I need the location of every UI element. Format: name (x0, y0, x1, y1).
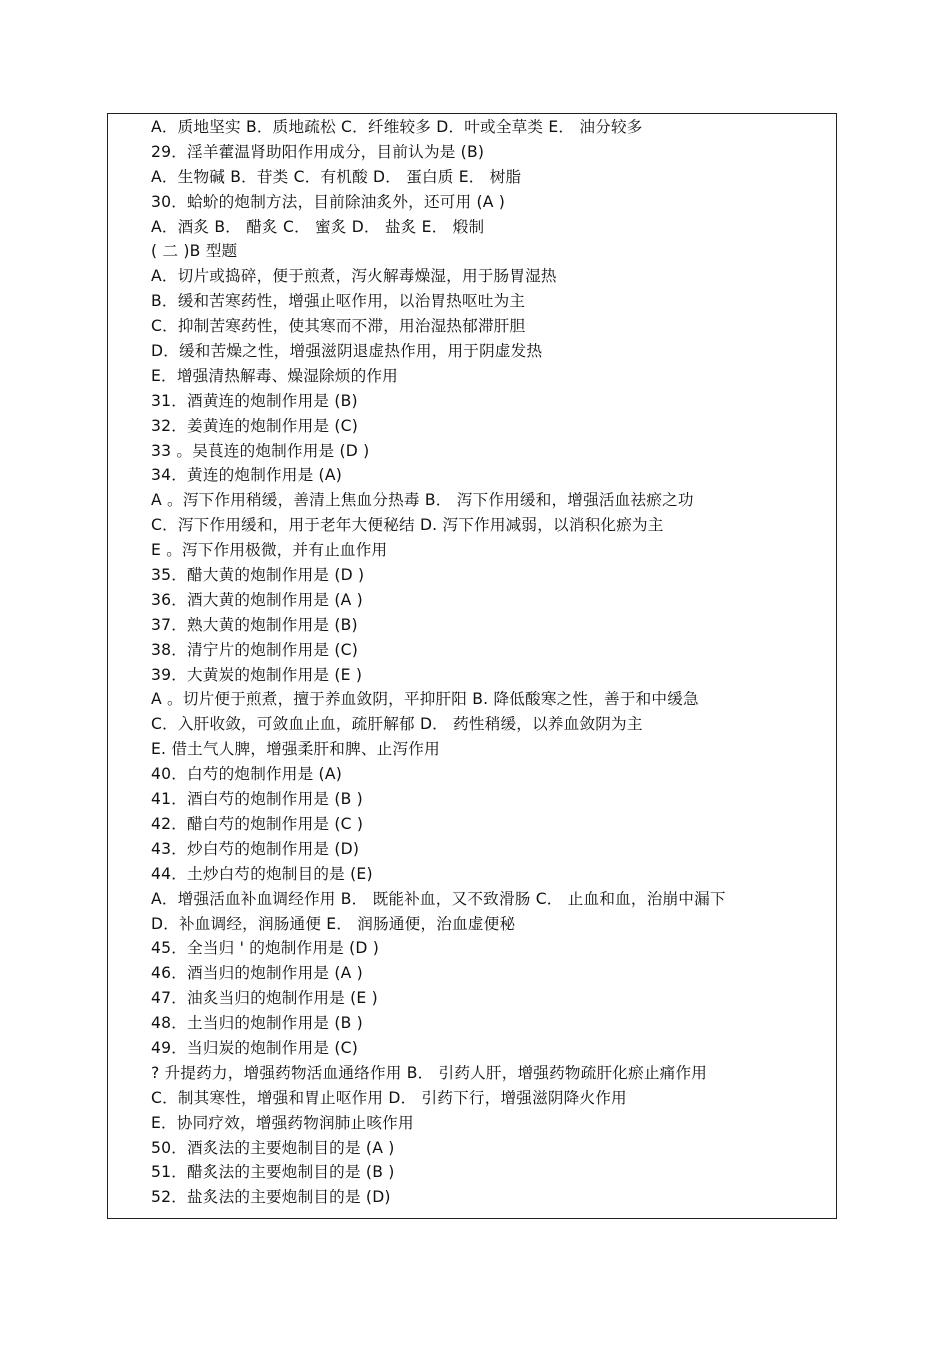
text-line: D．补血调经，润肠通便 E． 润肠通便，治血虚便秘 (151, 914, 516, 933)
text-line: A．质地坚实 B．质地疏松 C．纤维较多 D．叶或全草类 E． 油分较多 (151, 118, 643, 136)
text-line: A．生物碱 B．苷类 C．有机酸 D． 蛋白质 E． 树脂 (151, 167, 522, 186)
text-line: 31．酒黄连的炮制作用是 (B) (151, 391, 358, 410)
text-line: 30．蛤蚧的炮制方法，目前除油炙外，还可用 (A ) (151, 192, 506, 211)
text-line: 33 。吴茛连的炮制作用是 (D ) (151, 441, 370, 460)
text-line: C．抑制苦寒药性，使其寒而不滞，用治湿热郁滞肝胆 (151, 317, 526, 336)
text-line: 34．黄连的炮制作用是 (A) (151, 466, 342, 485)
text-line: C．泻下作用缓和，用于老年大便秘结 D. 泻下作用减弱，以消积化瘀为主 (151, 516, 664, 535)
text-line: 52．盐炙法的主要炮制目的是 (D) (151, 1188, 391, 1207)
text-line: 47．油炙当归的炮制作用是 (E ) (151, 989, 378, 1008)
text-line: A 。切片便于煎煮，擅于养血敛阴，平抑肝阳 B. 降低酸寒之性，善于和中缓急 (151, 690, 699, 709)
text-line: E 。泻下作用极微，并有止血作用 (151, 541, 388, 560)
text-line: 29．淫羊藿温肾助阳作用成分，目前认为是 (B) (151, 142, 485, 161)
text-line: 49．当归炭的炮制作用是 (C) (151, 1038, 358, 1057)
text-line: 45．全当归 ' 的炮制作用是 (D ) (151, 939, 380, 958)
text-line: A．切片或捣碎，便于煎煮，泻火解毒燥湿，用于肠胃湿热 (151, 267, 557, 286)
text-line: 41．酒白芍的炮制作用是 (B ) (151, 790, 363, 809)
text-line: 37．熟大黄的炮制作用是 (B) (151, 615, 358, 634)
text-line: 42．醋白芍的炮制作用是 (C ) (151, 814, 364, 833)
text-line: C．入肝收敛，可敛血止血，疏肝解郁 D． 药性稍缓，以养血敛阴为主 (151, 715, 643, 734)
text-line: 38．清宁片的炮制作用是 (C) (151, 640, 358, 659)
document-body (151, 115, 835, 1210)
text-line: 50．酒炙法的主要炮制目的是 (A ) (151, 1138, 395, 1157)
text-line: 46．酒当归的炮制作用是 (A ) (151, 964, 363, 983)
text-line: E. 借土气人脾，增强柔肝和脾、止泻作用 (151, 740, 440, 759)
section-heading: ( 二 )B 型题 (151, 242, 238, 261)
text-line: 36．酒大黄的炮制作用是 (A ) (151, 590, 363, 609)
text-line: 43．炒白芍的炮制作用是 (D) (151, 839, 360, 858)
text-line: 40．白芍的炮制作用是 (A) (151, 765, 342, 784)
text-line: 32．姜黄连的炮制作用是 (C) (151, 416, 358, 435)
text-line: 39．大黄炭的炮制作用是 (E ) (151, 665, 363, 684)
text-line: D．缓和苦燥之性，增强滋阴退虚热作用，用于阴虚发热 (151, 342, 543, 361)
text-line: C．制其寒性，增强和胃止呕作用 D． 引药下行，增强滋阴降火作用 (151, 1088, 627, 1107)
text-line: A．酒炙 B． 醋炙 C． 蜜炙 D． 盐炙 E． 煅制 (151, 217, 485, 236)
text-line: E．增强清热解毒、燥湿除烦的作用 (151, 366, 398, 385)
text-line: ? 升提药力，增强药物活血通络作用 B． 引药人肝，增强药物疏肝化瘀止痛作用 (151, 1063, 708, 1082)
text-line: A．增强活血补血调经作用 B． 既能补血，又不致滑肠 C． 止血和血，治崩中漏下 (151, 889, 726, 908)
text-line: 51．醋炙法的主要炮制目的是 (B ) (151, 1163, 395, 1182)
text-line: 44．土炒白芍的炮制目的是 (E) (151, 864, 373, 883)
text-line: 35．醋大黄的炮制作用是 (D ) (151, 566, 365, 585)
text-line: B．缓和苦寒药性，增强止呕作用，以治胃热呕吐为主 (151, 292, 526, 311)
text-line: E．协同疗效，增强药物润肺止咳作用 (151, 1113, 414, 1132)
text-line: 48．土当归的炮制作用是 (B ) (151, 1014, 363, 1033)
text-line: A 。泻下作用稍缓，善清上焦血分热毒 B． 泻下作用缓和，增强活血祛瘀之功 (151, 491, 694, 510)
